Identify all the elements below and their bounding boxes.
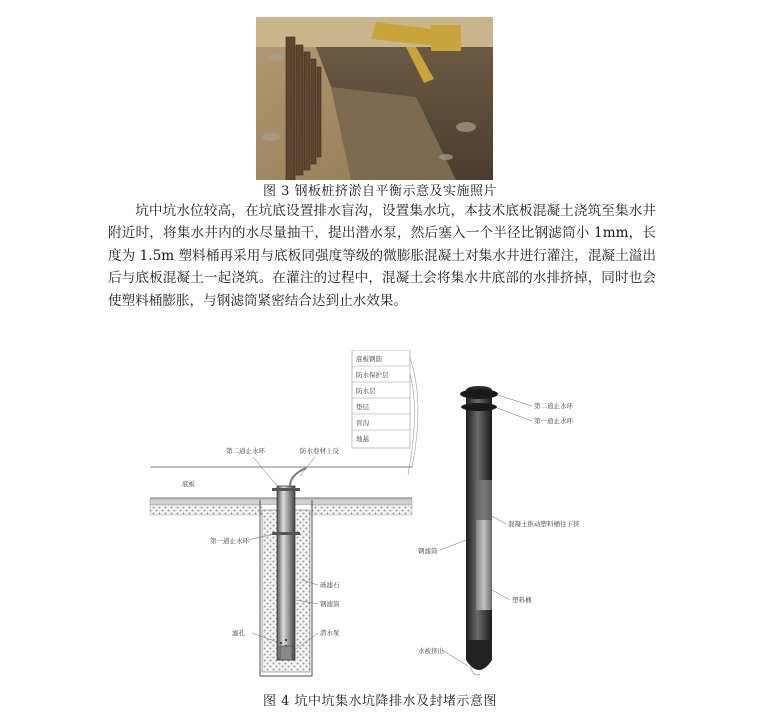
label-waterproof-material: 防水卷材上反 (300, 447, 339, 455)
paragraph-text: 坑中坑水位较高，在坑底设置排水盲沟，设置集水坑，本技术底板混凝土浇筑至集水井附近时，将集水井内的水尽量抽干，提出潜水泵，然后塞入一个半径比钢滤筒小 1mm，长度为 1.5m 塑料桶再采用与底板同强度等级的微膨胀混凝土对集水井进行灌注，混凝土溢出后与底板混凝土一起浇筑。在灌注的过程中，混凝土会将集水井底部的水排挤掉，同时也会使塑料桶膨胀，与钢滤筒紧密结合达到止水效果。 (108, 203, 656, 309)
label-plastic-bucket: 塑料桶 (512, 596, 532, 604)
layer-label: 防水层 (356, 387, 376, 395)
label-steel-filter: 钢滤筒 (320, 600, 340, 608)
section-drawing (150, 446, 412, 676)
label-gravel: 砾滤石 (320, 581, 340, 589)
label-first-ring: 第一道止水环 (210, 537, 249, 545)
layer-label: 盲沟 (356, 419, 369, 427)
label-filter-hole: 滤孔 (232, 629, 245, 637)
label-3d-second-ring: 第二道止水环 (534, 402, 573, 410)
layer-label: 地基 (356, 435, 369, 443)
layer-label: 垫层 (356, 403, 369, 411)
label-water-squeezed: 水被挤出 (418, 647, 444, 655)
figure4-diagram (140, 350, 620, 694)
body-paragraph (108, 200, 656, 312)
label-3d-first-ring: 第一道止水环 (534, 417, 573, 425)
layer-label: 底板钢筋 (356, 355, 382, 363)
label-3d-steel-filter: 钢滤筒 (418, 547, 438, 555)
layer-legend (352, 350, 418, 475)
construction-photo (256, 17, 493, 180)
label-slab: 底板 (182, 480, 195, 488)
label-submersible-pump: 潜水泵 (320, 629, 340, 637)
figure3-caption: 图 3 钢板桩挤淤自平衡示意及实施照片 (262, 184, 498, 199)
label-concrete-push: 混凝土推动塑料桶往下挤 (508, 520, 580, 528)
figure4-caption: 图 4 坑中坑集水坑降排水及封堵示意图 (262, 694, 498, 709)
layer-label: 防水保护层 (356, 371, 389, 379)
label-second-ring: 第二道止水环 (226, 447, 265, 455)
pipe-3d-drawing (418, 386, 580, 675)
